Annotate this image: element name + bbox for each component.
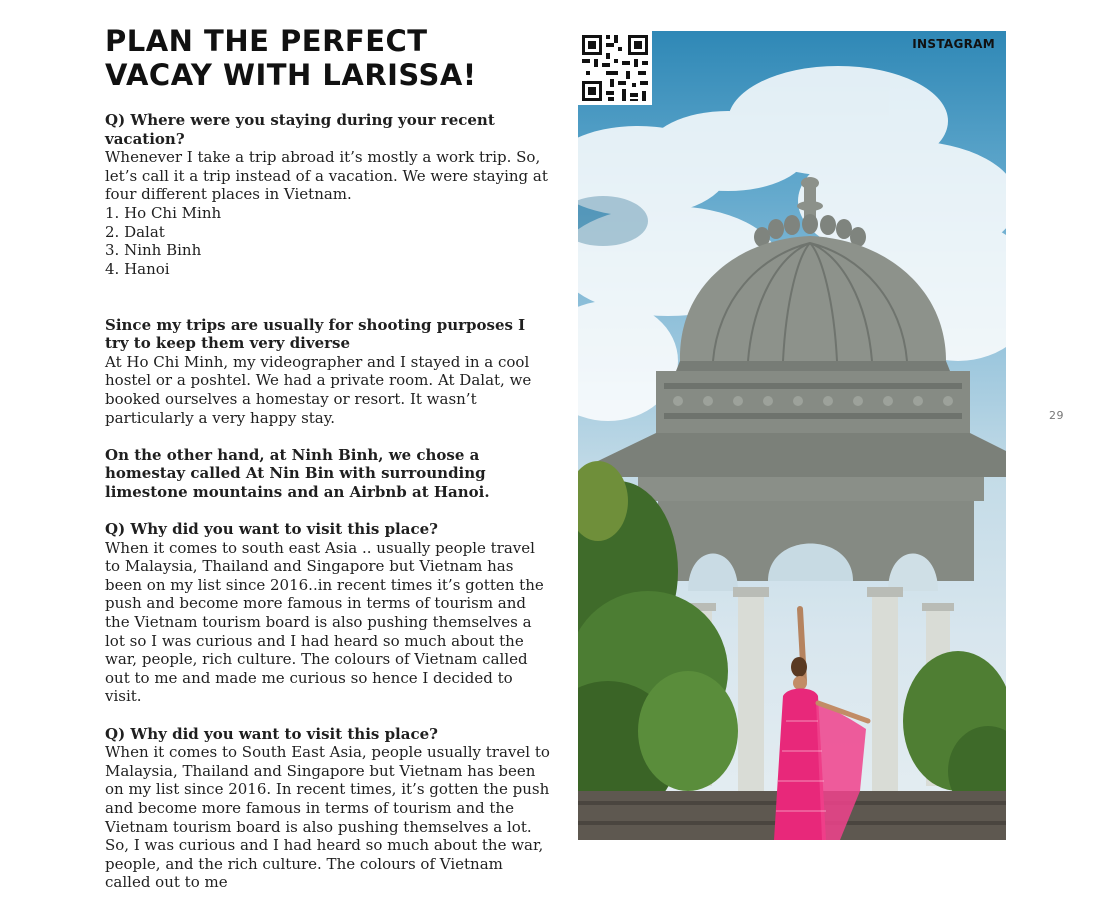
list-item: 1. Ho Chi Minh xyxy=(105,203,222,222)
qr-code-icon[interactable] xyxy=(578,31,652,105)
subheading-diverse: Since my trips are usually for shooting purposes I try to keep them very diverse xyxy=(105,315,526,353)
qa-block-diverse xyxy=(105,316,550,428)
page-title xyxy=(105,24,477,92)
question-staying: Q) Where were you staying during your recent vacation? xyxy=(105,111,495,148)
page-title-line-2: VACAY WITH LARISSA! xyxy=(105,58,477,92)
qa-block-why-visit xyxy=(105,520,550,706)
places-list xyxy=(105,204,550,278)
answer-why-visit-2: When it comes to South East Asia, people usually travel to Malaysia, Thailand and Singapore but Vietnam has been on my list since 2016. In recent times, it’s gotten the push and become more famous in terms of tourism and the Vietnam tourism board is also pushing themselves a lot. So, I was curious and I had heard so much about the war, people, and the rich culture. The colours of Vietnam called out to me xyxy=(105,743,550,892)
pavilion-illustration xyxy=(578,31,1006,840)
qa-block-ninh-binh xyxy=(105,446,550,502)
hero-photo xyxy=(578,31,1006,840)
list-item: 3. Ninh Binh xyxy=(105,241,202,260)
answer-staying: Whenever I take a trip abroad it’s mostly a work trip. So, let’s call it a trip instead of a vacation. We were staying at four different places in Vietnam. xyxy=(105,148,548,204)
question-why-visit: Q) Why did you want to visit this place? xyxy=(105,520,438,539)
list-item: 2. Dalat xyxy=(105,222,165,241)
list-item: 4. Hanoi xyxy=(105,259,170,278)
qa-block-staying xyxy=(105,111,550,278)
page-title-line-1: PLAN THE PERFECT xyxy=(105,24,428,58)
question-why-visit-2: Q) Why did you want to visit this place? xyxy=(105,724,438,743)
instagram-label: INSTAGRAM xyxy=(912,37,995,51)
dancer-figure xyxy=(774,609,868,840)
article-body xyxy=(105,111,550,911)
subheading-ninh-binh: On the other hand, at Ninh Binh, we chose a homestay called At Nin Bin with surrounding limestone mountains and an Airbnb at Hanoi. xyxy=(105,445,490,501)
page-number: 29 xyxy=(1049,409,1064,422)
qa-block-why-visit-2 xyxy=(105,725,550,892)
answer-diverse: At Ho Chi Minh, my videographer and I stayed in a cool hostel or a poshtel. We had a private room. At Dalat, we booked ourselves a homestay or resort. It wasn’t particularly a very happy stay. xyxy=(105,352,532,427)
answer-why-visit: When it comes to south east Asia .. usually people travel to Malaysia, Thailand and Singapore but Vietnam has been on my list since 2016..in recent times it’s gotten the push and become more famous in terms of tourism and the Vietnam tourism board is also pushing themselves a lot so I was curious and I had heard so much about the war, people, rich culture. The colours of Vietnam called out to me and made me curious so hence I decided to visit. xyxy=(105,538,544,706)
